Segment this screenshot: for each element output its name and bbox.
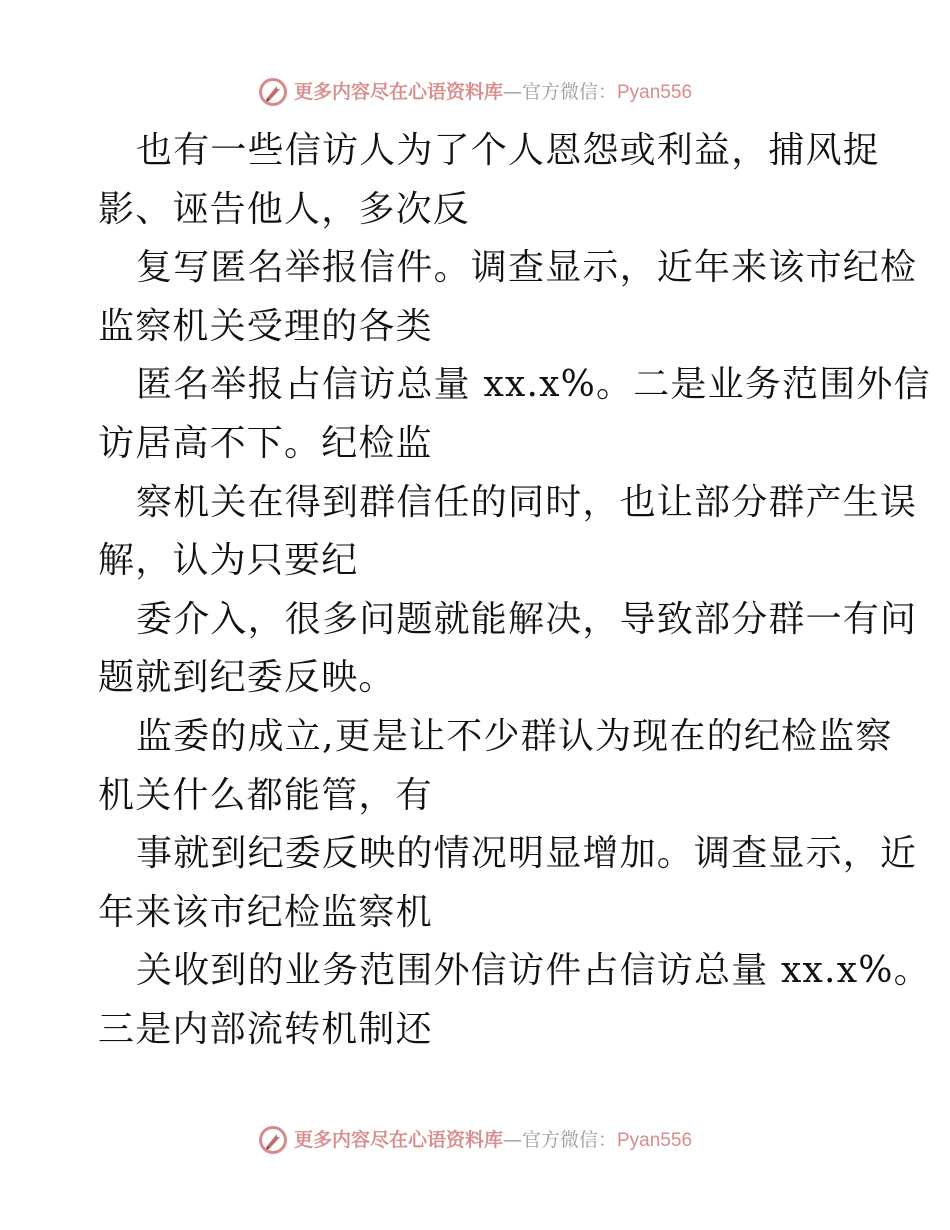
body-line: 事就到纪委反映的情况明显增加。调查显示，近: [136, 833, 918, 875]
document-body: [98, 122, 931, 1060]
body-line: 访居高不下。纪检监: [98, 422, 433, 464]
body-line: 匿名举报占信访总量 xx.x%。二是业务范围外信: [136, 364, 931, 406]
watermark-text: [293, 80, 693, 103]
body-line: 解，认为只要纪: [98, 540, 359, 582]
body-line: 机关什么都能管，有: [98, 774, 433, 816]
watermark-wechat-label: 官方微信：: [521, 80, 617, 103]
watermark-dash: —: [502, 1128, 522, 1151]
watermark-text: [293, 1128, 693, 1151]
body-line: 监委的成立,更是让不少群认为现在的纪检监察: [136, 715, 893, 757]
body-line: 影、诬告他人，多次反: [98, 188, 471, 230]
header-watermark: [0, 72, 950, 112]
watermark-wechat-id: Pyan556: [617, 81, 693, 103]
body-line: 题就到纪委反映。: [98, 657, 396, 699]
body-line: 监察机关受理的各类: [98, 305, 433, 347]
watermark-wechat-label: 官方微信：: [521, 1128, 617, 1151]
pen-nib-logo-icon: [258, 1125, 288, 1155]
footer-watermark: [0, 1120, 950, 1160]
body-line: 也有一些信访人为了个人恩怨或利益，捕风捉: [136, 130, 881, 171]
body-line: 关收到的业务范围外信访件占信访总量 xx.x%。: [136, 950, 931, 992]
watermark-dash: —: [502, 80, 522, 103]
pen-nib-logo-icon: [258, 77, 288, 107]
body-line: 年来该市纪检监察机: [98, 891, 433, 933]
body-line: 察机关在得到群信任的同时，也让部分群产生误: [136, 481, 918, 523]
body-line: 委介入，很多问题就能解决，导致部分群一有问: [136, 598, 918, 640]
body-line: 三是内部流转机制还: [98, 1008, 433, 1050]
watermark-site-name: 更多内容尽在心语资料库: [293, 80, 503, 103]
watermark-wechat-id: Pyan556: [617, 1129, 693, 1151]
body-line: 复写匿名举报信件。调查显示，近年来该市纪检: [136, 247, 918, 289]
watermark-site-name: 更多内容尽在心语资料库: [293, 1128, 503, 1151]
